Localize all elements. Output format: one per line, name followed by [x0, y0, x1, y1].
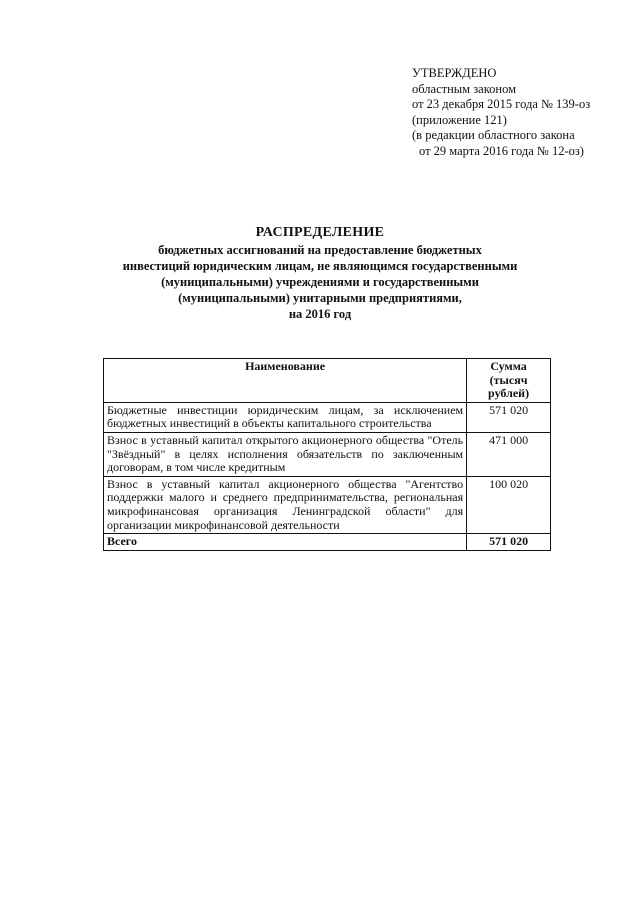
total-row [104, 534, 551, 551]
header-name: Наименование [104, 359, 467, 403]
approval-line: (приложение 121) [412, 112, 507, 127]
approval-line: от 29 марта 2016 года № 12-оз) [419, 143, 584, 158]
document-title [90, 224, 550, 322]
title-line: (муниципальными) учреждениями и государственными [161, 275, 479, 289]
row-amount: 100 020 [467, 476, 551, 533]
row-name: Взнос в уставный капитал акционерного общества "Агентство поддержки малого и среднего предпринимательства, региональная микрофинансовая организация Ленинградской области" для организации микрофинансовой деятельности [104, 476, 467, 533]
title-line: на 2016 год [288, 307, 352, 321]
table-row [104, 402, 551, 432]
budget-table [103, 358, 551, 551]
total-label: Всего [104, 534, 467, 551]
title-subtitle [90, 242, 550, 322]
title-main: РАСПРЕДЕЛЕНИЕ [255, 225, 385, 240]
row-name: Бюджетные инвестиции юридическим лицам, за исключением бюджетных инвестиций в объекты капитального строительства [104, 402, 467, 432]
approval-line: областным законом [412, 81, 517, 96]
row-amount: 571 020 [467, 402, 551, 432]
title-line: инвестиций юридическим лицам, не являющимся государственными [122, 259, 518, 273]
approval-line: УТВЕРЖДЕНО [412, 66, 497, 80]
row-amount: 471 000 [467, 432, 551, 476]
title-line: бюджетных ассигнований на предоставление бюджетных [158, 243, 482, 257]
header-sum-label: Сумма [490, 359, 527, 373]
header-sum [467, 359, 551, 403]
approval-line: от 23 декабря 2015 года № 139-оз [412, 97, 591, 111]
header-sum-unit: (тысяч рублей) [488, 372, 530, 401]
table-row [104, 476, 551, 533]
table-row [104, 432, 551, 476]
approval-line: (в редакции областного закона [412, 128, 575, 142]
approval-stamp [412, 66, 590, 159]
total-amount: 571 020 [467, 534, 551, 551]
title-line: (муниципальными) унитарными предприятиями, [178, 291, 462, 305]
row-name: Взнос в уставный капитал открытого акционерного общества "Отель "Звёздный" в целях исполнения обязательств по заключенным договорам, в том числе кредитным [104, 432, 467, 476]
table-header-row [104, 359, 551, 403]
